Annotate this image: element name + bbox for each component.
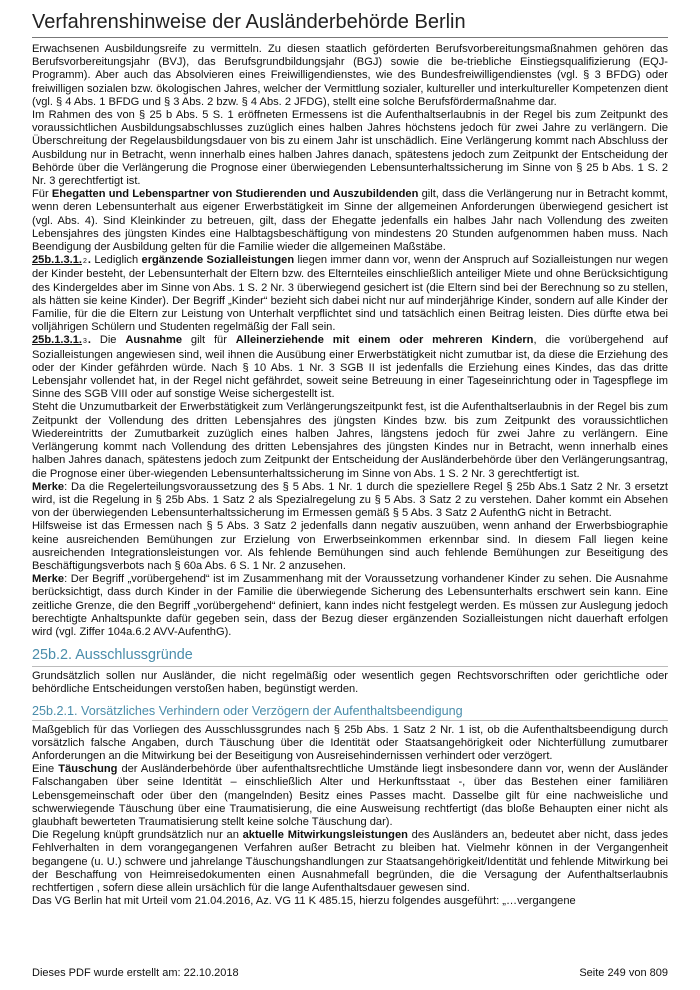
bold-term: Täuschung xyxy=(58,763,118,776)
paragraph xyxy=(32,829,668,895)
paragraph: Maßgeblich für das Vorliegen des Ausschlussgrundes nach § 25b Abs. 1 Satz 2 Nr. 1 ist, ob die Aufenthaltsbeendigung durch vorsätzlich falsche Angaben, durch Täuschung über die Identität oder Staatsangehörigkeit oder Nichterfüllung zumutbarer Anforderungen an die Mitwirkung bei der Beseitigung von Ausreisehindernissen verhindert oder verzögert. xyxy=(32,723,668,762)
paragraph xyxy=(32,188,668,254)
paragraph xyxy=(32,573,668,639)
paragraph: Im Rahmen des von § 25 b Abs. 5 S. 1 eröffneten Ermessens ist die Aufenthaltserlaubnis in der Regel bis zum Zeitpunkt des voraussichtlichen Ausbildungsabschlusses zuzüglich eines halben Jahres höchstens jedoch für zwei Jahre zu verlängern. Die Überschreitung der Regelausbildungsdauer von bis zu einem Jahr ist unschädlich. Eine Verlängerung kommt nach Abschluss der Ausbildung nur in Betracht, wenn innerhalb eines halben Jahres danach, spätestens jedoch zum Zeitpunkt der Entscheidung der Behörde über die Verlängerung die Prognose einer überwiegenden Lebensunterhaltssicherung im Sinne von § 25 b Abs. 1 S. 2 Nr. 3 gerechtfertigt ist. xyxy=(32,109,668,188)
paragraph: 25b.1.3.1.3. Die Ausnahme gilt für Alleinerziehende mit einem oder mehreren Kindern, die vorübergehend auf Sozialleistungen angewiesen sind, weil ihnen die Ausübung einer Erwerbstätigkeit nicht zumutbar ist, da diese die Erziehung des oder der Kinder gefährden würde. Nach § 10 Abs. 1 Nr. 3 SGB II ist jedenfalls die Erziehung eines Kindes, das das dritte Lebensjahr vollendet hat, in der Regel nicht gefährdet, soweit seine Betreuung in einer Tageseinrichtung oder in Tagespflege im Sinne des SGB VIII oder auf sonstige Weise sichergestellt ist. xyxy=(32,334,668,401)
bold-term: aktuelle Mitwirkungsleistungen xyxy=(242,829,408,842)
subsection-heading: 25b.2.1. Vorsätzliches Verhindern oder Verzögern der Aufenthaltsbeendigung xyxy=(32,703,668,721)
text: Lediglich xyxy=(90,254,142,267)
text: Die Regelung knüpft grundsätzlich nur an xyxy=(32,829,243,842)
paragraph xyxy=(32,481,668,521)
text: , die vorübergehend auf Sozialleistungen angewiesen sind, weil ihnen die Ausübung einer Erwerbstätigkeit nicht zumutbar ist, da diese die Erziehung des oder der Kinder gefährden würde. Nach § 10 Abs. 1 Nr. 3 SGB II ist jedenfalls die Erziehung eines Kindes, das das dritte Lebensjahr vollendet hat, in der Regel nicht gefährdet, soweit seine Betreuung in einer Tageseinrichtung oder in Tagespflege im Sinne des SGB VIII oder auf sonstige Weise sichergestellt ist. xyxy=(32,334,668,401)
paragraph: Hilfsweise ist das Ermessen nach § 5 Abs. 3 Satz 2 jedenfalls dann negativ auszuüben, wenn anhand der Erwerbsbiographie keine ausreichenden Bemühungen zur Erzielung von Erwerbseinkommen erkennbar sind. In diesem Fall liegen keine ausreichenden Integrationsleistungen vor. Als fehlende Bemühungen sind auch fehlende Bemühungen zur Beseitigung des Beschäftigungsverbots nach § 60a Abs. 6 S. 1 Nr. 2 anzusehen. xyxy=(32,520,668,572)
note-label: Merke xyxy=(32,573,65,586)
footer-page-number: Seite 249 von 809 xyxy=(579,967,668,979)
section-sub-number: 3 xyxy=(82,338,87,346)
text: Eine xyxy=(32,763,59,776)
footer-created-date: Dieses PDF wurde erstellt am: 22.10.2018 xyxy=(32,967,239,979)
bold-term: Ausnahme xyxy=(125,334,183,347)
text: liegen immer dann vor, wenn der Anspruch auf Sozialleistungen nur wegen der Kinder besteht, der Lebensunterhalt der Eltern bzw. des Elternteiles einschließlich anteiliger Miete und ohne Berücksichtigung des Kindergeldes aber im Sinne von Abs. 1 S. 2 Nr. 3 überwiegend gesichert ist (die Eltern sind bei der Berechnung so zu stellen, als hätten sie keine Kinder). Der Begriff „Kinder“ bezieht sich dabei nicht nur auf minderjährige Kinder, sondern auf alle Kinder der Familie, für die die Eltern zur Leistung von Unterhalt verpflichtet sind und tatsächlich einen Beitrag leisten. Dies dürfte etwa bei volljährigen Schülern und Studenten regelmäßig der Fall sein. xyxy=(32,254,668,334)
bold-term: Alleinerziehende mit einem oder mehreren Kindern xyxy=(235,334,534,347)
document-body xyxy=(32,43,668,908)
section-number: 25b.1.3.1. xyxy=(32,254,82,267)
bold-term: ergänzende Sozialleistungen xyxy=(141,254,295,267)
text: : Da die Regelerteilungsvoraussetzung des § 5 Abs. 1 Nr. 1 durch die speziellere Regel § 25b Abs.1 Satz 2 Nr. 3 ersetzt wird, ist die Regelung in § 25b Abs. 1 Satz 2 als Spezialregelung zu § 5 Abs. 3 Satz 2 zu verstehen. Daher kommt ein Absehen von der überwiegenden Lebensunterhaltssicherung im Ermessen gemäß § 5 Abs. 3 Satz 2 AufenthG nicht in Betracht. xyxy=(32,480,668,520)
paragraph xyxy=(32,763,668,829)
text: Die xyxy=(90,334,126,347)
section-sub-number: 2 xyxy=(82,258,87,266)
text: gilt, dass die Verlängerung nur in Betracht kommt, wenn deren Lebensunterhalt aus eigener Erwerbstätigkeit im Sinne der allgemeinen Anforderungen überwiegend gesichert ist (vgl. Abs. 4). Sind Kleinkinder zu betreuen, gilt, dass der Ehegatte jedenfalls ein halbes Jahr nach Vollendung des zweiten Lebensjahres des jüngsten Kindes eine Halbtagsbeschäftigung von mindestens 20 Stunden aufgenommen haben muss. Nach Beendigung der Ausbildung gelten für die Familie wieder die allgemeinen Maßstäbe. xyxy=(32,188,668,254)
page-header-title: Verfahrenshinweise der Ausländerbehörde Berlin xyxy=(32,11,466,33)
paragraph: Erwachsenen Ausbildungsreife zu vermitteln. Zu diesen staatlich geförderten Berufsvorbereitungsmaßnahmen gehören das Berufsvorbereitungsjahr (BVJ), das Berufsgrundbildungsjahr (BGJ) sowie die be-triebliche Einstiegsqualifizierung (EQJ-Programm). Aber auch das Absolvieren eines Freiwilligendienstes, wie des Bundesfreiwilligendienstes (vgl. § 3 BFDG) oder freiwilligen sozialen bzw. ökologischen Jahres, welcher der Vermittlung sozialer, kultureller und interkultureller Kompetenzen dient (vgl. § 4 Abs. 1 BFDG und § 3 Abs. 2 bzw. § 4 Abs. 2 JFDG), stellt eine solche Berufsfördermaßnahme dar. xyxy=(32,43,668,108)
paragraph: 25b.1.3.1.2. Lediglich ergänzende Sozialleistungen liegen immer dann vor, wenn der Anspruch auf Sozialleistungen nur wegen der Kinder besteht, der Lebensunterhalt der Eltern bzw. des Elternteiles einschließlich anteiliger Miete und ohne Berücksichtigung des Kindergeldes aber im Sinne von Abs. 1 S. 2 Nr. 3 überwiegend gesichert ist (die Eltern sind bei der Berechnung so zu stellen, als hätten sie keine Kinder). Der Begriff „Kinder“ bezieht sich dabei nicht nur auf minderjährige Kinder, sondern auf alle Kinder der Familie, für die die Eltern zur Leistung von Unterhalt verpflichtet sind und tatsächlich einen Beitrag leisten. Dies dürfte etwa bei volljährigen Schülern und Studenten regelmäßig der Fall sein. xyxy=(32,254,668,334)
note-label: Merke xyxy=(32,480,65,493)
section-number: 25b.1.3.1. xyxy=(32,334,82,347)
header-divider xyxy=(32,37,668,38)
text: gilt für xyxy=(182,334,236,347)
paragraph: Das VG Berlin hat mit Urteil vom 21.04.2016, Az. VG 11 K 485.15, hierzu folgendes ausgeführt: „…vergangene xyxy=(32,895,576,908)
paragraph: Steht die Unzumutbarkeit der Erwerbstätigkeit zum Verlängerungszeitpunkt fest, ist die Aufenthaltserlaubnis in der Regel bis zum Zeitpunkt der Vollendung des dritten Lebensjahres des jüngsten Kindes bzw. bis zum Zeitpunkt des voraussichtlichen Wiedereintritts der Zumutbarkeit zuzüglich eines halben Jahres, längstens jedoch für zwei Jahre zu verlängern. Eine Verlängerung kommt nach Vollendung des dritten Lebensjahres des jüngsten Kindes nur in Betracht, wenn innerhalb eines halben Jahres danach, spätestens jedoch zum Zeitpunkt der Entscheidung der Ausländerbehörde über den Verlängerungsantrag, die Prognose einer über-wiegenden Lebensunterhaltssicherung im Sinne von Abs. 1 S. 2 Nr. 3 gerechtfertigt ist. xyxy=(32,401,668,480)
paragraph: Grundsätzlich sollen nur Ausländer, die nicht regelmäßig oder wesentlich gegen Rechtsvorschriften oder gerichtliche oder behördliche Entscheidungen verstoßen haben, begünstigt werden. xyxy=(32,670,668,696)
text: der Ausländerbehörde über aufenthaltsrechtliche Umstände liegt insbesondere dann vor, wenn der Ausländer Falschangaben über seine Identität – einschließlich Alter und Herkunftsstaat -, über das Bestehen einer familiären Lebensgemeinschaft oder über den (mangelnden) Besitz eines Passes macht. Dasselbe gilt für eine nachweisliche und schwerwiegende Täuschung über eine Traumatisierung, die eine Ausweisung rechtfertigt (das bloße Behaupten einer nicht als glaubhaft bewerteten Traumatisierung stellt keine solche Täuschung dar). xyxy=(32,763,668,828)
text: : Der Begriff „vorübergehend“ ist im Zusammenhang mit der Voraussetzung vorhandener Kinder zu sehen. Die Ausnahme berücksichtigt, dass durch Kinder in der Familie die überwiegende Sicherung des Lebensunterhalts erschwert sein kann. Eine zeitliche Grenze, die den Begriff „vorübergehend“ definiert, kann indes nicht festgelegt werden. Es müssen zur Auslegung jedoch berechtigte Anhaltspunkte dafür gegeben sein, dass der Bezug dieser ergänzenden Sozialleistungen nicht dauerhaft erfolgen wird (vgl. Ziffer 104a.6.2 AVV-AufenthG). xyxy=(32,573,668,638)
bold-term: Ehegatten und Lebenspartner von Studierenden und Auszubildenden xyxy=(51,188,419,201)
text: des Ausländers an, bedeutet aber nicht, dass jedes Fehlverhalten in dem vorangegangenen Verfahren außer Betracht zu bleiben hat. Vielmehr können in der Vergangenheit begangene (u. U.) schwere und jahrelange Täuschungshandlungen zur Staatsangehörigkeit/Identität und fehlende Mitwirkung bei der Beschaffung von Heimreisedokumenten einen Ausnahmefall begründen, die die Versagung der Aufenthaltserlaubnis rechtfertigen , sofern diese allein ursächlich für die lange Aufenthaltsdauer gewesen sind. xyxy=(32,829,668,894)
text: Für xyxy=(32,188,52,201)
section-heading: 25b.2. Ausschlussgründe xyxy=(32,646,668,667)
